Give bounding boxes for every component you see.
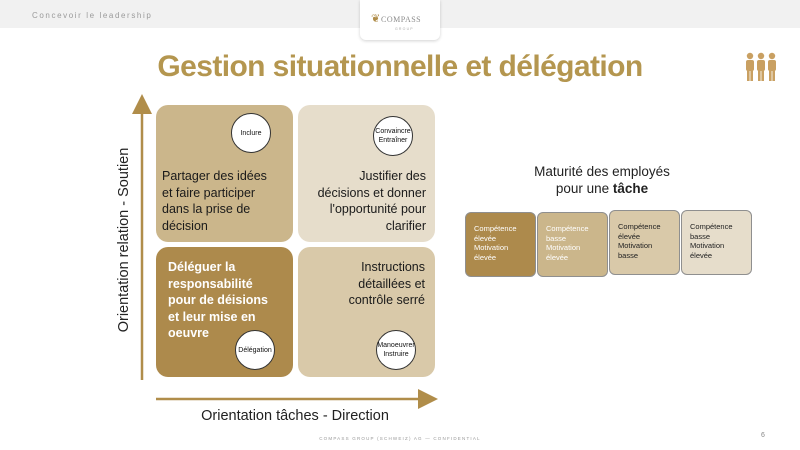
quadrant-convaincre [298, 105, 435, 242]
logo-name: COMPASS [381, 15, 422, 24]
maturity-box-1: Compétence élevée Motivation élevée [465, 212, 536, 277]
maturity-box-3: Compétence élevée Motivation basse [609, 210, 680, 275]
compass-logo-mark-icon: ❦ [371, 13, 381, 25]
circle-delegation: Délégation [235, 330, 275, 370]
maturity-box-2: Compétence basse Motivation élevée [537, 212, 608, 277]
circle-inclure: Inclure [231, 113, 271, 153]
quadrant-instruire [298, 247, 435, 377]
quadrant-delegation [156, 247, 293, 377]
maturity-box-4: Compétence basse Motivation élevée [681, 210, 752, 275]
logo-sub: GROUP [395, 27, 414, 31]
tagline: Concevoir le leadership [32, 11, 153, 20]
quadrant-text: Instructions détaillées et contrôle serré [348, 260, 425, 307]
quadrant-text: Déléguer la responsabilité pour de déisions et leur mise en oeuvre [168, 260, 269, 340]
quadrant-text: Justifier des décisions et donner l'opportunité pour clarifier [317, 169, 426, 233]
quadrant-participer [156, 105, 293, 242]
footer-confidential: COMPASS GROUP (SCHWEIZ) AG — CONFIDENTIAL [319, 436, 481, 441]
circle-convaincre: Convaincre Entraîner [373, 116, 413, 156]
page-number: 6 [761, 432, 765, 439]
circle-manoeuvrer: Manoeuvrer Instruire [376, 330, 416, 370]
x-axis-label: Orientation tâches - Direction [201, 408, 389, 424]
maturity-title: Maturité des employés pour une tâche [534, 164, 670, 196]
quadrant-text: Partager des idées et faire participer dans la prise de décision [162, 169, 267, 233]
slide-title: Gestion situationnelle et délégation [157, 50, 643, 83]
